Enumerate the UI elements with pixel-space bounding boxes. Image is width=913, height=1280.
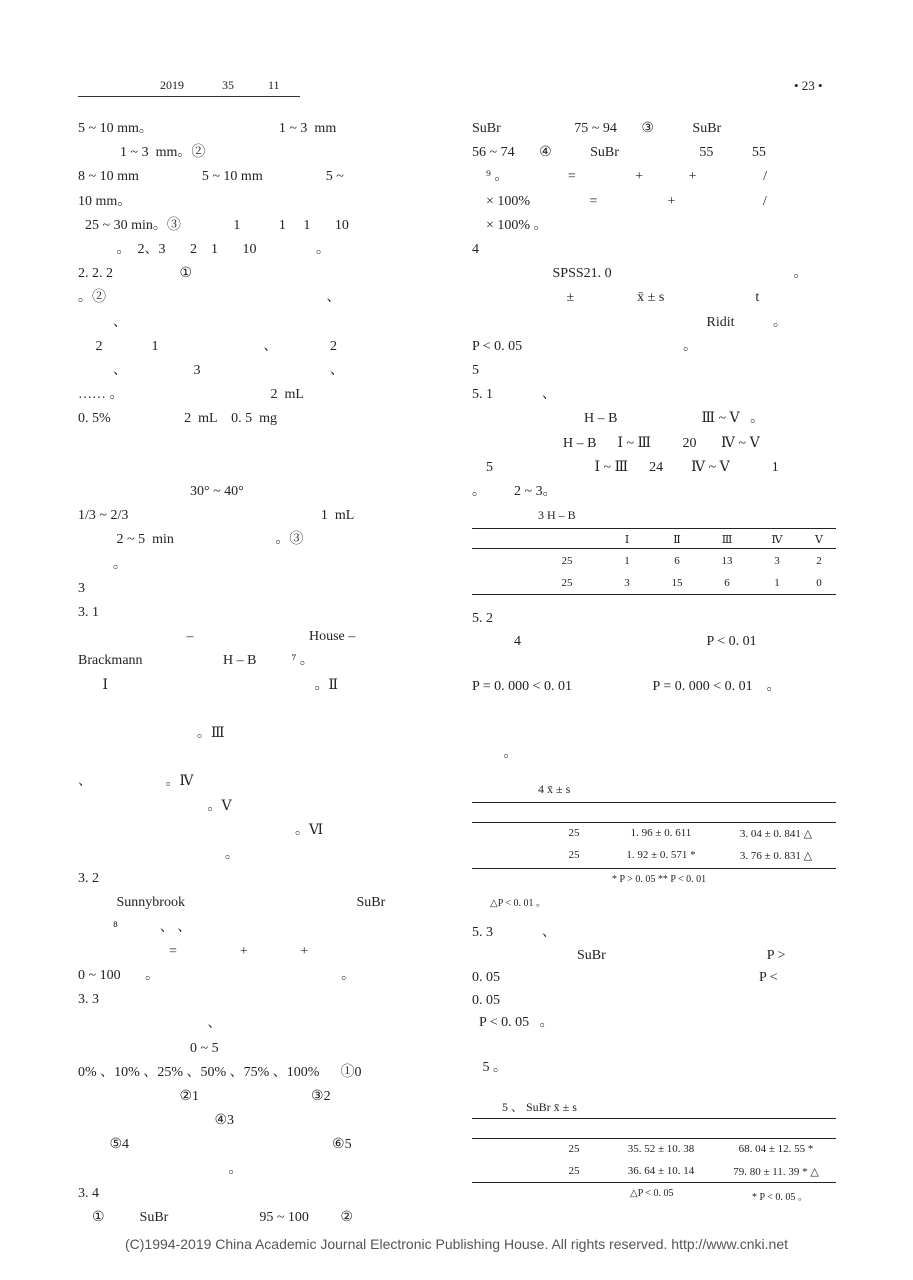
table-cell: 3. 04 ± 0. 841 △ xyxy=(739,827,813,840)
text-line: 0. 05 xyxy=(472,992,500,1008)
table-cell xyxy=(472,1138,542,1160)
text-line: 1 ~ 3 mm。② xyxy=(78,145,206,161)
text-line: 10 mm。 xyxy=(78,193,132,209)
table-cell: 3 xyxy=(624,577,630,589)
table-header-cell: Ⅲ xyxy=(721,533,733,546)
table-header-cell: Ⅱ xyxy=(673,533,681,546)
text-line: 。 2 ~ 3。 xyxy=(472,484,557,499)
text-line: 。Ⅲ xyxy=(78,726,225,741)
table4-note-2: △P < 0. 01 。 xyxy=(490,898,547,909)
text-line: 2 1 、 2 xyxy=(78,338,337,354)
table-cell xyxy=(472,1160,542,1182)
text-line: P = 0. 000 < 0. 01 P = 0. 000 < 0. 01 。 xyxy=(472,678,781,694)
table-cell: 25 xyxy=(568,849,580,861)
text-line: 5 xyxy=(472,363,479,378)
text-line: ⁸ 、 、 xyxy=(78,919,192,935)
table-cell: 1. 96 ± 0. 611 xyxy=(630,827,692,839)
text-line: 5. 2 xyxy=(472,611,493,626)
table-cell: 3 xyxy=(774,555,780,567)
text-line: 3. 2 xyxy=(78,871,99,887)
text-line: 25 ~ 30 min。③ 1 1 1 10 xyxy=(78,217,349,233)
table5-note-a: △P < 0. 05 xyxy=(630,1188,674,1199)
table5-caption: 5 、 SuBr x̄ ± s xyxy=(502,1100,577,1114)
text-line: 。 xyxy=(472,746,518,761)
text-line: 3. 4 xyxy=(78,1185,99,1201)
text-line: Brackmann H – B ⁷ 。 xyxy=(78,653,314,669)
text-line: …… 。 2 mL xyxy=(78,387,304,403)
table-header-cell: Ⅰ xyxy=(624,533,630,546)
text-line: 0% 、10% 、25% 、50% 、75% 、100% ①0 xyxy=(78,1064,362,1080)
text-line: 。② 、 xyxy=(78,290,341,306)
table-cell: 79. 80 ± 11. 39 * △ xyxy=(733,1165,819,1178)
text-line: H – B Ⅲ ~ Ⅴ 。 xyxy=(472,411,765,427)
text-line: 0 ~ 100 。 。 xyxy=(78,968,356,983)
table-cell: 1. 92 ± 0. 571 * xyxy=(626,849,696,861)
text-line: 30° ~ 40° xyxy=(78,484,244,499)
table-row xyxy=(472,550,836,572)
table3 xyxy=(472,528,836,594)
table-row xyxy=(472,844,836,866)
table-cell: 2 xyxy=(816,555,822,567)
text-line: ④3 xyxy=(78,1113,235,1129)
table5-bottom-rule xyxy=(472,1182,836,1183)
text-line: P < 0. 05 。 xyxy=(472,338,698,354)
text-line: 。 2、3 2 1 10 。 xyxy=(78,242,330,257)
table-cell: 36. 64 ± 10. 14 xyxy=(627,1165,695,1177)
table-cell: 15 xyxy=(671,577,683,589)
table-row xyxy=(472,822,836,844)
text-line: 1/3 ~ 2/3 1 mL xyxy=(78,508,355,524)
text-line: H – B Ⅰ ~ Ⅲ 20 Ⅳ ~ Ⅴ xyxy=(472,435,760,451)
table-cell: 68. 04 ± 12. 55 * xyxy=(738,1143,814,1155)
header-rule xyxy=(78,96,300,97)
table-header-row xyxy=(472,528,836,550)
text-line: 5. 1 、 xyxy=(472,387,556,403)
text-line: × 100% = + / xyxy=(472,193,767,209)
text-line: 。 xyxy=(78,556,127,572)
text-line: SuBr 75 ~ 94 ③ SuBr xyxy=(472,121,722,136)
text-line: 3. 1 xyxy=(78,605,99,620)
text-line: 0. 05 P < xyxy=(472,970,778,985)
text-line: = + + xyxy=(78,943,309,959)
page-number: • 23 • xyxy=(794,78,823,93)
table-cell: 1 xyxy=(624,555,630,567)
table4 xyxy=(472,822,836,866)
table5 xyxy=(472,1138,836,1182)
header-year: 2019 xyxy=(160,78,184,92)
text-line: 、 。Ⅳ xyxy=(78,774,194,790)
text-line: 、 xyxy=(78,314,127,330)
text-line: Ⅰ 。Ⅱ xyxy=(78,677,339,693)
text-line: – House – xyxy=(78,629,356,645)
table-header-cell: Ⅴ xyxy=(815,533,823,546)
text-line: 4 xyxy=(472,242,479,257)
table-cell: 25 xyxy=(561,555,573,567)
table5-note-b: * P < 0. 05 。 xyxy=(752,1192,808,1203)
table-header-cell: Ⅳ xyxy=(771,533,783,546)
table-cell xyxy=(472,844,542,866)
table-cell: 25 xyxy=(561,577,573,589)
table-cell: 25 xyxy=(568,1143,580,1155)
text-line: 、 3 、 xyxy=(78,363,344,378)
text-line: ②1 ③2 xyxy=(78,1089,331,1104)
table5-top-rule xyxy=(472,1118,836,1119)
text-line: 5. 3 、 xyxy=(472,925,556,940)
text-line: P < 0. 05 。 xyxy=(472,1015,554,1030)
text-line: 0 ~ 5 xyxy=(78,1040,219,1056)
text-line: SuBr P > xyxy=(472,947,786,963)
table-row xyxy=(472,572,836,594)
text-line: ⁹ 。 = + + / xyxy=(472,169,767,185)
table-cell xyxy=(472,822,542,844)
text-line: 0. 5% 2 mL 0. 5 mg xyxy=(78,411,277,427)
table-cell: 6 xyxy=(724,577,730,589)
table4-note-1: * P > 0. 05 ** P < 0. 01 xyxy=(612,874,707,885)
table-row xyxy=(472,1160,836,1182)
text-line: SPSS21. 0 。 xyxy=(472,266,808,282)
copyright-footer: (C)1994-2019 China Academic Journal Electronic Publishing House. All rights reserved. http://www.cnki.net xyxy=(125,1236,788,1252)
table-cell: 25 xyxy=(568,827,580,839)
table-row xyxy=(472,1138,836,1160)
table-header-cell xyxy=(472,528,532,550)
text-line: 5 。 xyxy=(472,1060,507,1075)
text-line: × 100% 。 xyxy=(472,217,548,233)
text-line: 。 xyxy=(78,1161,243,1177)
text-line: 。 xyxy=(78,847,239,862)
table3-caption: 3 H – B xyxy=(538,508,576,522)
header-issue: 11 xyxy=(268,78,280,92)
table-cell: 1 xyxy=(774,577,780,589)
table-cell xyxy=(472,550,532,572)
table-cell: 6 xyxy=(674,555,680,567)
table4-bottom-rule xyxy=(472,868,836,869)
table-cell: 25 xyxy=(568,1165,580,1177)
text-line: 8 ~ 10 mm 5 ~ 10 mm 5 ~ xyxy=(78,169,344,185)
table-header-cell xyxy=(532,528,602,550)
table-cell: 0 xyxy=(816,577,822,589)
text-line: 5 Ⅰ ~ Ⅲ 24 Ⅳ ~ Ⅴ 1 xyxy=(472,459,779,475)
header-volume: 35 xyxy=(222,78,234,92)
text-line: 。Ⅵ xyxy=(78,822,324,838)
table-cell: 13 xyxy=(721,555,733,567)
text-line: 4 P < 0. 01 xyxy=(472,633,757,649)
text-line: 56 ~ 74 ④ SuBr 55 55 xyxy=(472,145,766,161)
text-line: ± x̄ ± s t xyxy=(472,290,760,306)
table3-bottom-rule xyxy=(472,594,836,595)
table-cell xyxy=(472,572,532,594)
table4-top-rule xyxy=(472,802,836,803)
text-line: Sunnybrook SuBr xyxy=(78,895,386,911)
text-line: ① SuBr 95 ~ 100 ② xyxy=(78,1210,353,1225)
text-line: 2. 2. 2 ① xyxy=(78,266,193,282)
text-line: ⑤4 ⑥5 xyxy=(78,1137,352,1153)
text-line: 5 ~ 10 mm。 1 ~ 3 mm xyxy=(78,121,337,136)
text-line: 2 ~ 5 min 。③ xyxy=(78,532,304,548)
text-line: 3. 3 xyxy=(78,992,99,1008)
text-line: 3 xyxy=(78,580,85,596)
text-line: 。Ⅴ xyxy=(78,798,232,814)
table4-caption: 4 x̄ ± s xyxy=(538,782,571,796)
table-cell: 3. 76 ± 0. 831 △ xyxy=(739,849,813,862)
text-line: 、 xyxy=(78,1016,222,1032)
table-cell: 35. 52 ± 10. 38 xyxy=(627,1143,695,1155)
text-line: Ridit 。 xyxy=(472,314,788,330)
